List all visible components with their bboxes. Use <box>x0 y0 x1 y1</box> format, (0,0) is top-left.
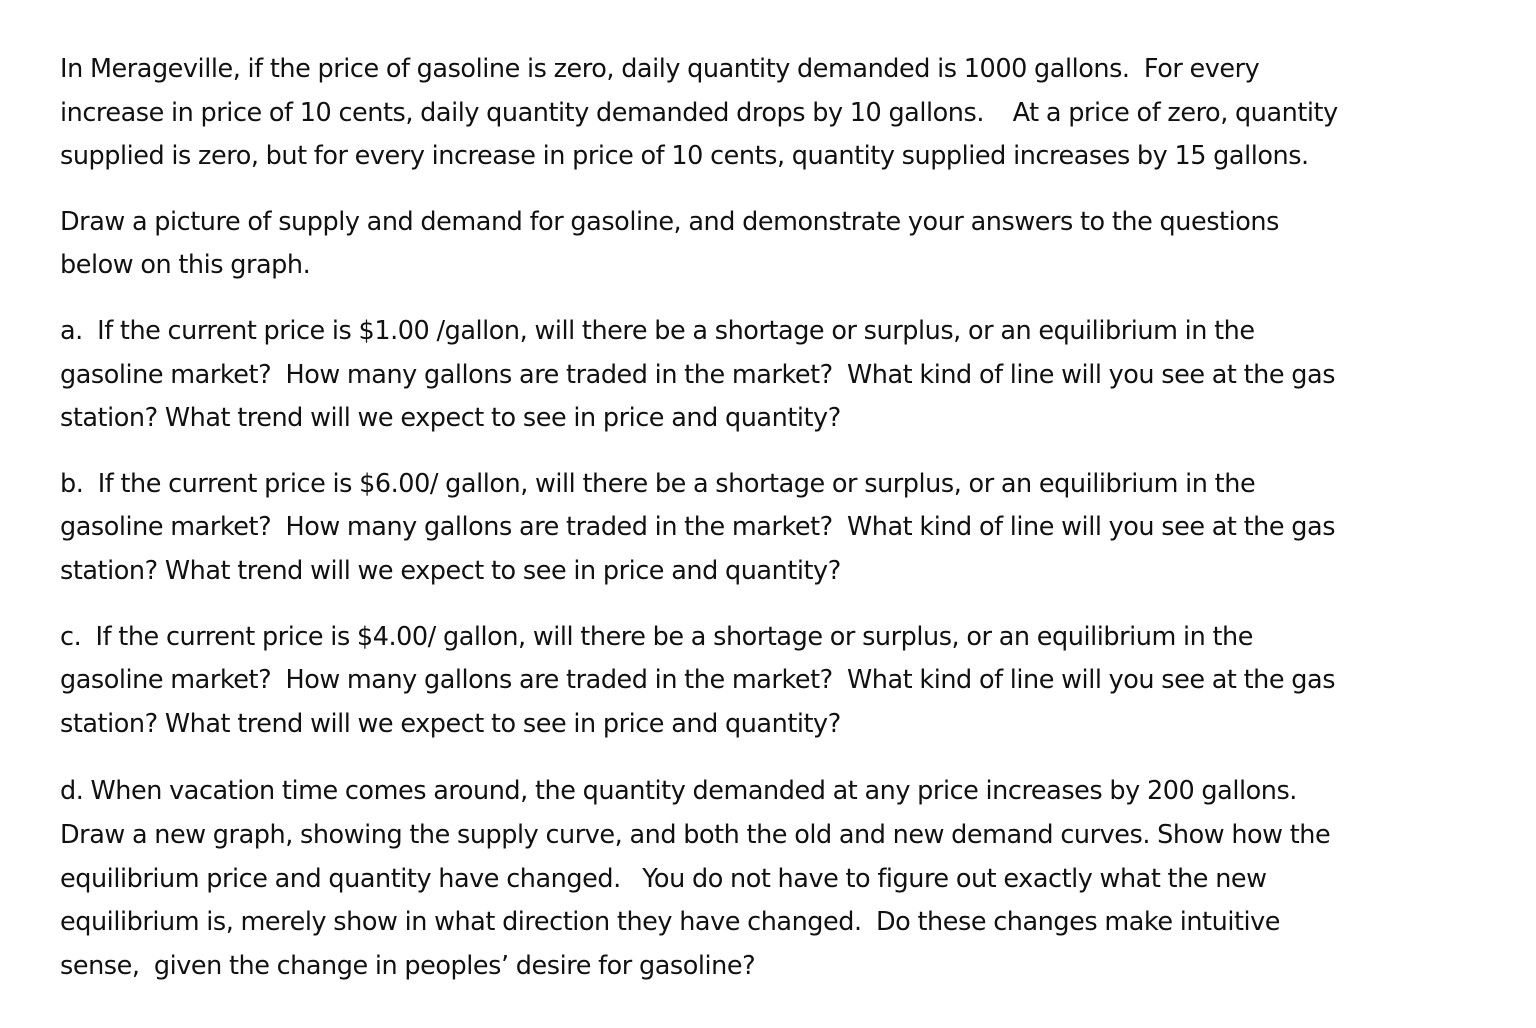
instruction-paragraph <box>60 201 1480 288</box>
question-b-paragraph <box>60 463 1480 594</box>
text-line: station? What trend will we expect to see in price and quantity? <box>60 555 841 586</box>
text-line: station? What trend will we expect to see in price and quantity? <box>60 708 841 739</box>
text-line: b. If the current price is $6.00/ gallon, will there be a shortage or surplus, or an equilibrium in the <box>60 468 1256 499</box>
text-line: d. When vacation time comes around, the quantity demanded at any price increases by 200 gallons. <box>60 776 1297 807</box>
question-c-paragraph <box>60 616 1480 747</box>
text-line: station? What trend will we expect to see in price and quantity? <box>60 403 841 434</box>
text-line: gasoline market? How many gallons are traded in the market? What kind of line will you see at the gas <box>60 512 1336 543</box>
text-line: equilibrium price and quantity have changed. You do not have to figure out exactly what the new <box>60 863 1267 894</box>
question-a-paragraph <box>60 310 1480 441</box>
text-line: Draw a picture of supply and demand for gasoline, and demonstrate your answers to the questions <box>60 206 1279 237</box>
document-body <box>60 48 1480 988</box>
text-line: supplied is zero, but for every increase in price of 10 cents, quantity supplied increases by 15 gallons. <box>60 141 1309 172</box>
text-line: increase in price of 10 cents, daily quantity demanded drops by 10 gallons. At a price of zero, quantity <box>60 97 1338 128</box>
text-line: Draw a new graph, showing the supply curve, and both the old and new demand curves. Show how the <box>60 819 1331 850</box>
text-line: In Merageville, if the price of gasoline is zero, daily quantity demanded is 1000 gallons. For every <box>60 54 1260 84</box>
intro-paragraph <box>60 48 1480 179</box>
text-line: below on this graph. <box>60 250 311 281</box>
text-line: equilibrium is, merely show in what direction they have changed. Do these changes make intuitive <box>60 907 1281 938</box>
text-line: gasoline market? How many gallons are traded in the market? What kind of line will you see at the gas <box>60 665 1336 696</box>
text-line: gasoline market? How many gallons are traded in the market? What kind of line will you see at the gas <box>60 359 1336 390</box>
text-line: a. If the current price is $1.00 /gallon, will there be a shortage or surplus, or an equilibrium in the <box>60 315 1255 346</box>
text-line: sense, given the change in peoples’ desire for gasoline? <box>60 950 756 981</box>
question-d-paragraph <box>60 770 1480 988</box>
text-line: c. If the current price is $4.00/ gallon, will there be a shortage or surplus, or an equilibrium in the <box>60 621 1254 652</box>
